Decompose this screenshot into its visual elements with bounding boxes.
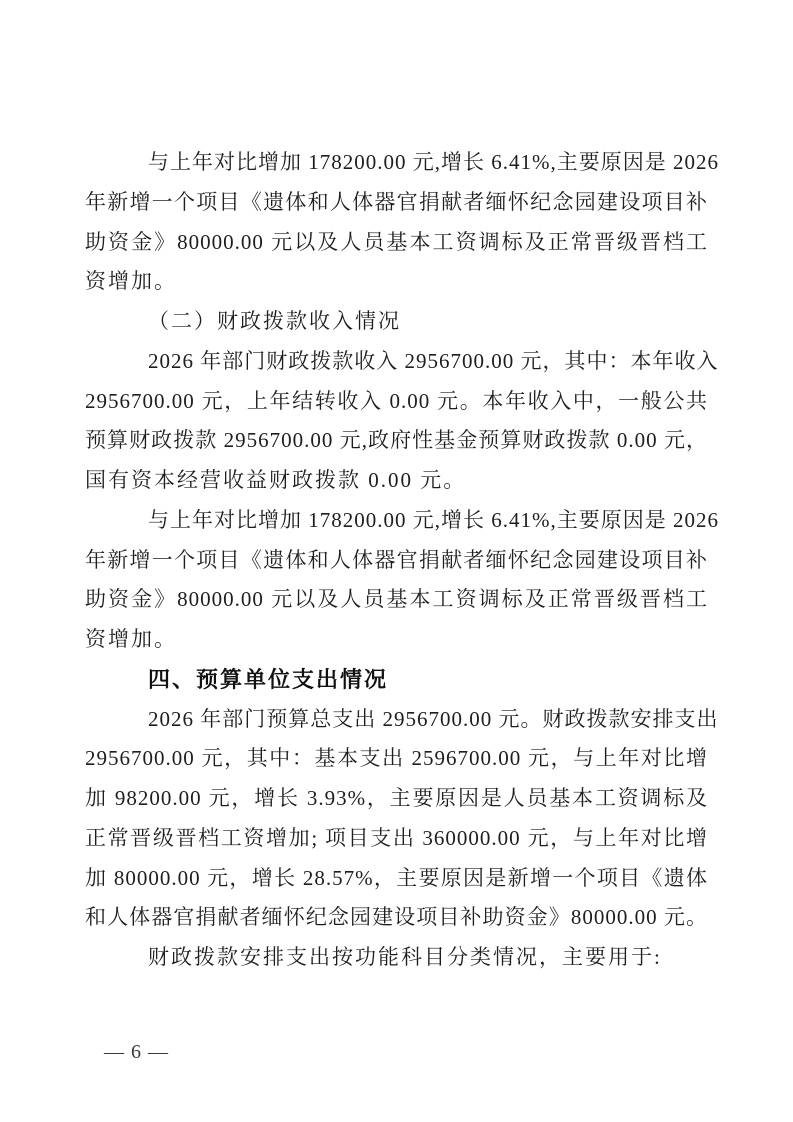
text-line: 国有资本经营收益财政拨款 0.00 元。 bbox=[85, 468, 467, 492]
section-heading: 四、预算单位支出情况 bbox=[148, 666, 389, 692]
text-line: 与上年对比增加 178200.00 元,增长 6.41%,主要原因是 2026 bbox=[148, 507, 719, 532]
text-line: 助资金》80000.00 元以及人员基本工资调标及正常晋级晋档工 bbox=[85, 587, 708, 612]
text-line: 2026 年部门财政拨款收入 2956700.00 元，其中：本年收入 bbox=[148, 348, 719, 373]
text-line: 资增加。 bbox=[85, 627, 177, 651]
text-line: 年新增一个项目《遗体和人体器官捐献者缅怀纪念园建设项目补 bbox=[85, 189, 708, 214]
text-line: 2956700.00 元，其中：基本支出 2596700.00 元，与上年对比增 bbox=[85, 746, 708, 771]
page-number-footer: — 6 — bbox=[104, 1041, 169, 1063]
text-line: 2956700.00 元，上年结转收入 0.00 元。本年收入中，一般公共 bbox=[85, 388, 708, 413]
subsection-heading: （二）财政拨款收入情况 bbox=[148, 309, 401, 333]
text-line: 加 80000.00 元，增长 28.57%，主要原因是新增一个项目《遗体 bbox=[85, 865, 708, 890]
text-line: 财政拨款安排支出按功能科目分类情况，主要用于: bbox=[148, 945, 662, 969]
document-body bbox=[85, 143, 719, 978]
text-line: 加 98200.00 元，增长 3.93%，主要原因是人员基本工资调标及 bbox=[85, 786, 708, 810]
text-line: 与上年对比增加 178200.00 元,增长 6.41%,主要原因是 2026 bbox=[148, 150, 719, 174]
text-line: 正常晋级晋档工资增加; 项目支出 360000.00 元，与上年对比增 bbox=[85, 825, 708, 850]
text-line: 助资金》80000.00 元以及人员基本工资调标及正常晋级晋档工 bbox=[85, 229, 708, 254]
text-line: 和人体器官捐献者缅怀纪念园建设项目补助资金》80000.00 元。 bbox=[85, 905, 708, 930]
text-line: 资增加。 bbox=[85, 269, 177, 294]
text-line: 2026 年部门预算总支出 2956700.00 元。财政拨款安排支出 bbox=[148, 706, 719, 731]
text-line: 年新增一个项目《遗体和人体器官捐献者缅怀纪念园建设项目补 bbox=[85, 547, 708, 572]
text-line: 预算财政拨款 2956700.00 元,政府性基金预算财政拨款 0.00 元， bbox=[85, 428, 708, 453]
